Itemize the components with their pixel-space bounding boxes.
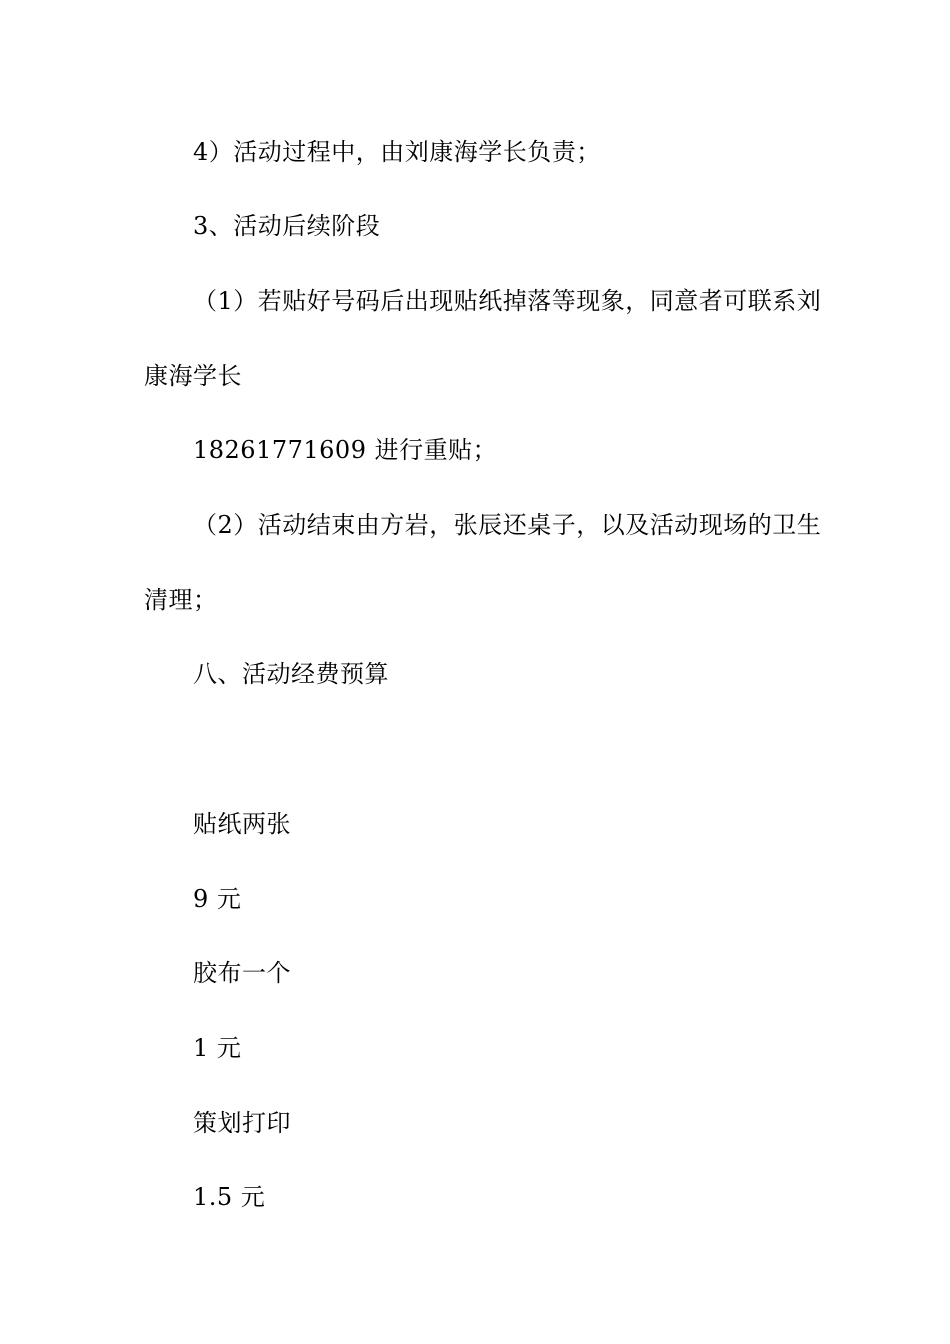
section-heading-budget: 八、活动经费预算 — [193, 660, 389, 688]
followup-item-2-line-1: （2）活动结束由方岩，张辰还桌子，以及活动现场的卫生 — [193, 511, 822, 539]
followup-item-2-line-2: 清理； — [144, 586, 218, 614]
process-responsible-line: 4）活动过程中，由刘康海学长负责； — [193, 138, 601, 166]
budget-item-cost: 1 元 — [193, 1034, 242, 1062]
followup-item-1-line-3: 18261771609 进行重贴； — [193, 436, 498, 464]
followup-item-1-line-2: 康海学长 — [144, 362, 242, 390]
section-heading-followup: 3、活动后续阶段 — [193, 212, 381, 240]
budget-item-name: 策划打印 — [193, 1109, 291, 1137]
followup-item-1-line-1: （1）若贴好号码后出现贴纸掉落等现象，同意者可联系刘 — [193, 287, 822, 315]
budget-item-name: 胶布一个 — [193, 959, 291, 987]
budget-item-name: 贴纸两张 — [193, 810, 291, 838]
budget-item-cost: 9 元 — [193, 885, 242, 913]
budget-item-cost: 1.5 元 — [193, 1183, 266, 1211]
